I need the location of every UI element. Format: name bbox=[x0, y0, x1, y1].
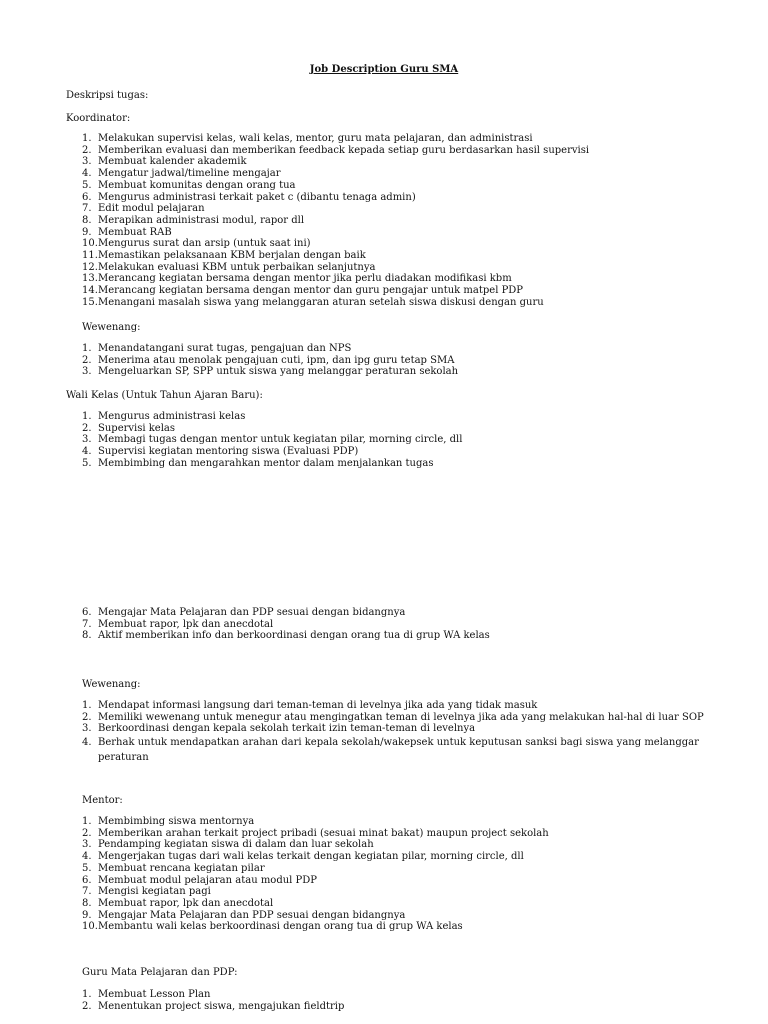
list-item bbox=[82, 619, 722, 631]
list-item-text: Membuat rencana kegiatan pilar bbox=[98, 862, 265, 874]
list-item-text: Mengisi kegiatan pagi bbox=[98, 886, 211, 898]
list-item-text: Berkoordinasi dengan kepala sekolah terkait izin teman-teman di levelnya bbox=[98, 723, 476, 735]
list-item bbox=[82, 723, 722, 735]
document-title: Job Description Guru SMA bbox=[309, 64, 459, 75]
list-item bbox=[82, 180, 722, 192]
list-item bbox=[82, 863, 722, 875]
list-item-number: 2. bbox=[82, 827, 92, 839]
list-item-text: Mengajar Mata Pelajaran dan PDP sesuai dengan bidangnya bbox=[98, 607, 406, 618]
list-item-number: 8. bbox=[82, 214, 92, 226]
list-item-number: 2. bbox=[82, 1000, 92, 1012]
list-item-text: Menandatangani surat tugas, pengajuan dan NPS bbox=[98, 343, 352, 354]
deskripsi-label: Deskripsi tugas: bbox=[66, 90, 149, 101]
list-item bbox=[82, 886, 722, 898]
list-item bbox=[82, 133, 722, 145]
list-item-text: Membagi tugas dengan mentor untuk kegiatan pilar, morning circle, dll bbox=[98, 434, 463, 446]
list-item-text: Membuat rapor, lpk dan anecdotal bbox=[98, 897, 274, 909]
list-item-text: Memberikan evaluasi dan memberikan feedback kepada setiap guru berdasarkan hasil supervisi bbox=[98, 144, 590, 156]
guru-mapel-list bbox=[82, 989, 722, 1012]
wali-kelas-list-a bbox=[82, 411, 722, 470]
list-item-number: 9. bbox=[82, 226, 92, 238]
list-item bbox=[82, 262, 722, 274]
list-item-text: Mengurus administrasi terkait paket c (dibantu tenaga admin) bbox=[98, 191, 416, 203]
list-item-number: 2. bbox=[82, 711, 92, 723]
list-item-text: Memiliki wewenang untuk menegur atau mengingatkan teman di levelnya jika ada yang melakukan hal-hal di luar SOP bbox=[98, 711, 704, 723]
wewenang-koordinator-label: Wewenang: bbox=[82, 322, 141, 333]
list-item-text: Merancang kegiatan bersama dengan mentor dan guru pengajar untuk matpel PDP bbox=[98, 285, 524, 297]
list-item bbox=[82, 366, 722, 378]
list-item-number: 9. bbox=[82, 909, 92, 921]
list-item-number: 4. bbox=[82, 168, 92, 180]
list-item-text: Membuat modul pelajaran atau modul PDP bbox=[98, 874, 318, 886]
list-item bbox=[82, 816, 722, 828]
list-item-number: 7. bbox=[82, 203, 92, 215]
list-item bbox=[82, 828, 722, 840]
list-item bbox=[82, 297, 722, 309]
mentor-label: Mentor: bbox=[82, 795, 123, 806]
list-item bbox=[82, 735, 722, 765]
list-item-number: 1. bbox=[82, 133, 92, 144]
koordinator-label: Koordinator: bbox=[66, 113, 131, 124]
list-item-number: 2. bbox=[82, 422, 92, 434]
list-item-number: 3. bbox=[82, 156, 92, 168]
list-item-number: 4. bbox=[82, 851, 92, 863]
list-item-number: 12. bbox=[82, 261, 98, 273]
list-item-text: Aktif memberikan info dan berkoordinasi dengan orang tua di grup WA kelas bbox=[98, 630, 490, 642]
list-item bbox=[82, 458, 722, 470]
list-item-text: Memastikan pelaksanaan KBM berjalan dengan baik bbox=[98, 250, 366, 262]
list-item bbox=[82, 203, 722, 215]
list-item bbox=[82, 343, 722, 355]
list-item-number: 1. bbox=[82, 989, 92, 1000]
list-item bbox=[82, 145, 722, 157]
wewenang-koordinator-list bbox=[82, 343, 722, 378]
mentor-list bbox=[82, 816, 722, 933]
koordinator-list bbox=[82, 133, 722, 309]
list-item-text: Melakukan supervisi kelas, wali kelas, mentor, guru mata pelajaran, dan administrasi bbox=[98, 133, 533, 144]
list-item-number: 13. bbox=[82, 273, 98, 285]
list-item-number: 5. bbox=[82, 179, 92, 191]
list-item-text: Mengurus surat dan arsip (untuk saat ini) bbox=[98, 238, 311, 250]
list-item-text: Supervisi kegiatan mentoring siswa (Evaluasi PDP) bbox=[98, 446, 359, 458]
list-item-text: Menangani masalah siswa yang melanggaran aturan setelah siswa diskusi dengan guru bbox=[98, 296, 544, 308]
list-item-number: 3. bbox=[82, 434, 92, 446]
list-item-text: Membuat Lesson Plan bbox=[98, 989, 211, 1000]
list-item bbox=[82, 700, 722, 712]
list-item bbox=[82, 434, 722, 446]
list-item-number: 7. bbox=[82, 618, 92, 630]
list-item-text: Menerima atau menolak pengajuan cuti, ipm, dan ipg guru tetap SMA bbox=[98, 354, 455, 366]
list-item bbox=[82, 1001, 722, 1013]
list-item bbox=[82, 273, 722, 285]
list-item-number: 8. bbox=[82, 630, 92, 642]
list-item-text: Mendapat informasi langsung dari teman-teman di levelnya jika ada yang tidak masuk bbox=[98, 700, 538, 711]
list-item bbox=[82, 238, 722, 250]
list-item bbox=[82, 285, 722, 297]
list-item-number: 8. bbox=[82, 897, 92, 909]
list-item-text: Mengurus administrasi kelas bbox=[98, 411, 246, 422]
list-item-number: 6. bbox=[82, 874, 92, 886]
list-item-text: Mengatur jadwal/timeline mengajar bbox=[98, 168, 281, 180]
list-item bbox=[82, 921, 722, 933]
wewenang-wali-kelas-label: Wewenang: bbox=[82, 679, 141, 690]
list-item-number: 11. bbox=[82, 250, 98, 262]
list-item-text: Memberikan arahan terkait project pribadi (sesuai minat bakat) maupun project sekolah bbox=[98, 827, 549, 839]
list-item-number: 10. bbox=[82, 921, 98, 933]
list-item-text: Mengajar Mata Pelajaran dan PDP sesuai dengan bidangnya bbox=[98, 909, 406, 921]
list-item-number: 4. bbox=[82, 446, 92, 458]
list-item-text: Mengerjakan tugas dari wali kelas terkait dengan kegiatan pilar, morning circle, dll bbox=[98, 851, 524, 863]
list-item-number: 3. bbox=[82, 366, 92, 378]
list-item bbox=[82, 630, 722, 642]
list-item bbox=[82, 168, 722, 180]
list-item-text: Merancang kegiatan bersama dengan mentor jika perlu diadakan modifikasi kbm bbox=[98, 273, 512, 285]
list-item-text: Melakukan evaluasi KBM untuk perbaikan selanjutnya bbox=[98, 261, 376, 273]
list-item-number: 3. bbox=[82, 723, 92, 735]
list-item-text: Membuat komunitas dengan orang tua bbox=[98, 179, 296, 191]
list-item-number: 14. bbox=[82, 285, 98, 297]
list-item bbox=[82, 192, 722, 204]
list-item-text: Merapikan administrasi modul, rapor dll bbox=[98, 214, 305, 226]
list-item-number: 15. bbox=[82, 296, 98, 308]
list-item bbox=[82, 875, 722, 887]
list-item bbox=[82, 215, 722, 227]
list-item-number: 1. bbox=[82, 343, 92, 354]
list-item-number: 4. bbox=[82, 737, 92, 749]
list-item bbox=[82, 898, 722, 910]
list-item-text: Edit modul pelajaran bbox=[98, 203, 205, 215]
list-item-number: 3. bbox=[82, 839, 92, 851]
list-item bbox=[82, 156, 722, 168]
list-item-text: Membantu wali kelas berkoordinasi dengan orang tua di grup WA kelas bbox=[98, 921, 463, 933]
wewenang-wali-kelas-list bbox=[82, 700, 722, 765]
list-item bbox=[82, 423, 722, 435]
list-item-number: 6. bbox=[82, 607, 92, 618]
list-item-number: 7. bbox=[82, 886, 92, 898]
list-item bbox=[82, 989, 722, 1001]
list-item bbox=[82, 446, 722, 458]
list-item-number: 5. bbox=[82, 457, 92, 469]
list-item-number: 2. bbox=[82, 144, 92, 156]
list-item-text: Menentukan project siswa, mengajukan fieldtrip bbox=[98, 1000, 345, 1012]
list-item-text: Supervisi kelas bbox=[98, 422, 176, 434]
list-item-number: 1. bbox=[82, 411, 92, 422]
list-item-number: 1. bbox=[82, 700, 92, 711]
list-item-number: 10. bbox=[82, 238, 98, 250]
list-item-text: Membuat rapor, lpk dan anecdotal bbox=[98, 618, 274, 630]
list-item-text: Pendamping kegiatan siswa di dalam dan luar sekolah bbox=[98, 839, 374, 851]
list-item-text: Membuat RAB bbox=[98, 226, 172, 238]
list-item-text: Membuat kalender akademik bbox=[98, 156, 247, 168]
wali-kelas-list-b bbox=[82, 607, 722, 642]
list-item-number: 5. bbox=[82, 862, 92, 874]
list-item bbox=[82, 250, 722, 262]
list-item bbox=[82, 411, 722, 423]
list-item-text: Berhak untuk mendapatkan arahan dari kepala sekolah/wakepsek untuk keputusan sanksi bagi siswa yang melanggar peraturan bbox=[98, 737, 699, 764]
list-item-text: Membimbing dan mengarahkan mentor dalam menjalankan tugas bbox=[98, 457, 434, 469]
list-item bbox=[82, 355, 722, 367]
wali-kelas-label: Wali Kelas (Untuk Tahun Ajaran Baru): bbox=[66, 390, 263, 401]
list-item-number: 6. bbox=[82, 191, 92, 203]
list-item-text: Mengeluarkan SP, SPP untuk siswa yang melanggar peraturan sekolah bbox=[98, 366, 459, 378]
list-item bbox=[82, 910, 722, 922]
list-item bbox=[82, 851, 722, 863]
list-item-text: Membimbing siswa mentornya bbox=[98, 816, 255, 827]
list-item bbox=[82, 607, 722, 619]
guru-mapel-label: Guru Mata Pelajaran dan PDP: bbox=[82, 967, 238, 978]
list-item bbox=[82, 227, 722, 239]
list-item bbox=[82, 839, 722, 851]
list-item bbox=[82, 712, 722, 724]
list-item-number: 2. bbox=[82, 354, 92, 366]
list-item-number: 1. bbox=[82, 816, 92, 827]
